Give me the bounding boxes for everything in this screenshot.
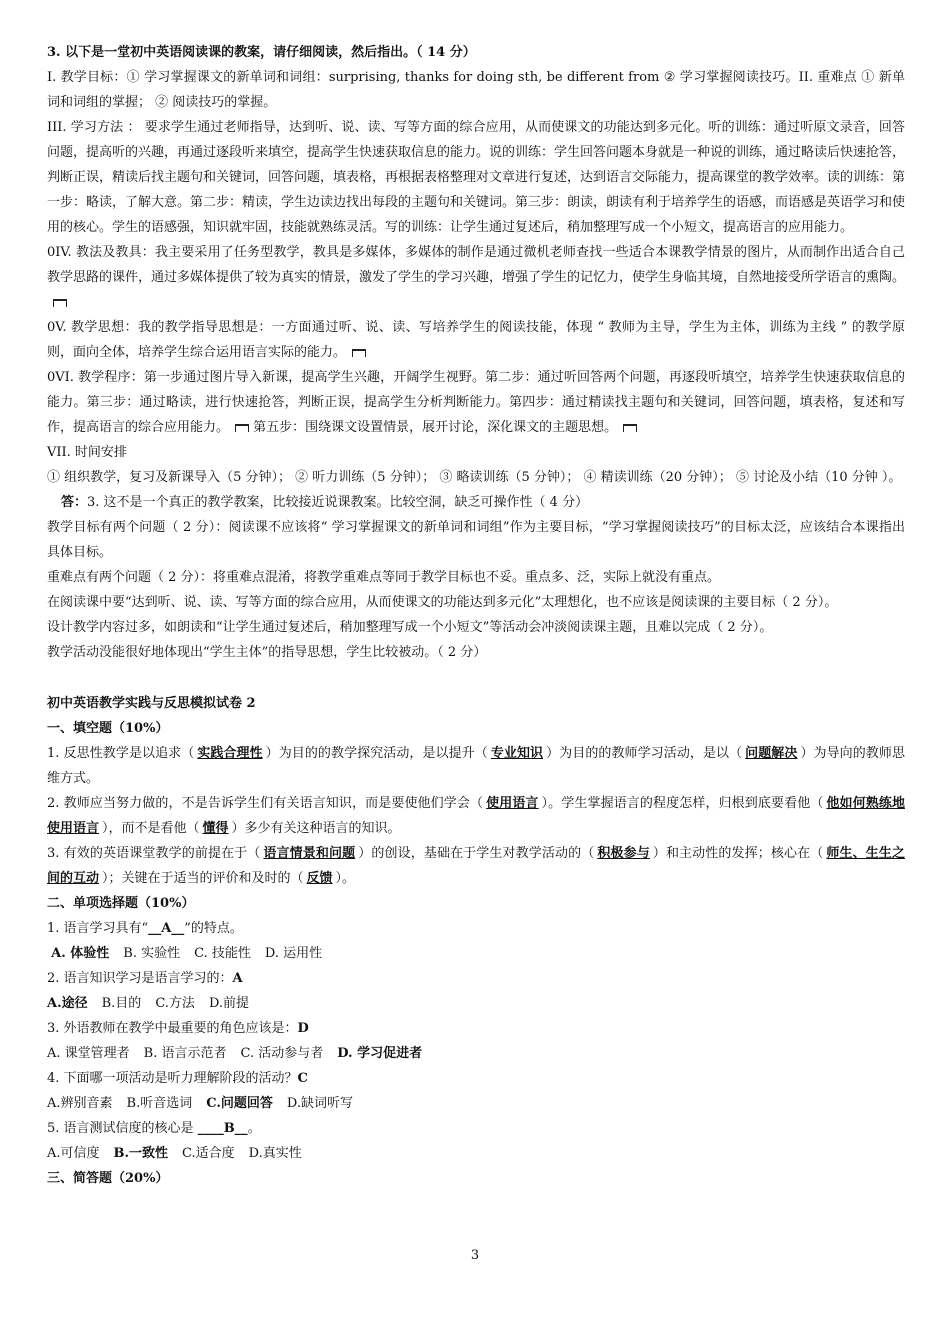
fill-question-1: 1. 反思性教学是以追求（ 实践合理性 ）为目的的教学探究活动，是以提升（ 专业知识 ）为目的的教师学习活动，是以（ 问题解决 ）为导向的教师思维方式。: [47, 746, 905, 786]
choice-options-3: A. 课堂管理者 B. 语言示范者 C. 活动参与者 D. 学习促进者: [47, 1046, 423, 1061]
bracket-mark-icon: [235, 424, 249, 432]
bracket-mark-icon: [53, 299, 67, 307]
choice-options-2: A.途径 B.目的 C.方法 D.前提: [47, 996, 250, 1011]
page-number: 3: [470, 1248, 480, 1263]
fill-question-3: 3. 有效的英语课堂教学的前提在于（ 语言情景和问题 ）的创设，基础在于学生对教学活动的（ 积极参与 ）和主动性的发挥；核心在（ 师生、生生之间的互动 ）；关键在于适当的评价和及时的（ 反馈 ）。: [47, 846, 905, 886]
teaching-procedure: 0VI. 教学程序：第一步通过图片导入新课，提高学生兴趣，开阔学生视野。第二步：通过听回答两个问题，再逐段听填空，培养学生快速获取信息的能力。第三步：通过略读，进行快速抢答，判断正误，提高学生分析判断能力。第四步：通过精读找主题句和关键词，回答问题，填表格，复述和写作，提高语言的综合应用能力。 第五步：围绕课文设置情景，展开讨论，深化课文的主题思想。: [47, 370, 905, 435]
choice-options-5: A.可信度 B.一致性 C.适合度 D.真实性: [47, 1146, 302, 1161]
methods-and-tools: 0IV. 教法及教具：我主要采用了任务型教学，教具是多媒体，多媒体的制作是通过微机老师查找一些适合本课教学情景的图片，从而制作出适合自己教学思路的课件，通过多媒体提供了较为真实的情景，激发了学生的学习兴趣，增强了学生的记忆力，使学生身临其境，自然地接受所学语言的熏陶。: [47, 240, 905, 315]
choice-question-2: 2. 语言知识学习是语言学习的：A: [47, 971, 243, 986]
teaching-objectives: I. 教学目标：① 学习掌握课文的新单词和词组：surprising, thanks for doing sth, be different from ② 学习掌握阅读技巧。II. 重难点 ① 新单词和词组的掌握； ② 阅读技巧的掌握。: [47, 70, 905, 110]
fill-question-2: 2. 教师应当努力做的，不是告诉学生们有关语言知识，而是要使他们学会（ 使用语言 ）。学生掌握语言的程度怎样，归根到底要看他（ 他如何熟练地使用语言 ），而不是看他（ 懂得 ）多少有关这种语言的知识。: [47, 796, 905, 836]
answer-intro: 答：3. 这不是一个真正的教学教案，比较接近说课教案。比较空洞，缺乏可操作性（ 4 分）: [61, 495, 589, 510]
section-short-answer: 三、简答题（20%）: [47, 1171, 169, 1186]
teaching-thought: 0V. 教学思想：我的教学指导思想是：一方面通过听、说、读、写培养学生的阅读技能，体现 “ 教师为主导，学生为主体，训练为主线 ” 的教学原则，面向全体，培养学生综合运用语言实际的能力。: [47, 320, 905, 360]
bracket-mark-icon: [623, 424, 637, 432]
time-arrangement: ① 组织教学，复习及新课导入（5 分钟）； ② 听力训练（5 分钟）； ③ 略读训练（5 分钟）； ④ 精读训练（20 分钟）； ⑤ 讨论及小结（10 分钟 ）。: [47, 470, 902, 485]
choice-question-4: 4. 下面哪一项活动是听力理解阶段的活动？C: [47, 1071, 308, 1086]
section-fill-blank: 一、填空题（10%）: [47, 721, 169, 736]
exam-title: 初中英语教学实践与反思模拟试卷 2: [47, 696, 256, 711]
answer-point-3: 在阅读课中要“达到听、说、读、写等方面的综合应用，从而使课文的功能达到多元化”太理想化，也不应该是阅读课的主要目标（ 2 分）。: [47, 595, 838, 610]
answer-point-2: 重难点有两个问题（ 2 分）：将重难点混淆，将教学重难点等同于教学目标也不妥。重点多、泛，实际上就没有重点。: [47, 570, 721, 585]
answer-label: 答：: [61, 495, 88, 510]
document-page: [47, 40, 905, 1191]
choice-options-1: A. 体验性 B. 实验性 C. 技能性 D. 运用性: [51, 946, 323, 961]
time-title: VII. 时间安排: [47, 445, 127, 460]
section-single-choice: 二、单项选择题（10%）: [47, 896, 195, 911]
answer-point-5: 教学活动没能很好地体现出“学生主体”的指导思想，学生比较被动。（ 2 分）: [47, 645, 487, 660]
answer-point-4: 设计教学内容过多，如朗读和“让学生通过复述后，稍加整理写成一个小短文”等活动会冲淡阅读课主题，且难以完成（ 2 分）。: [47, 620, 773, 635]
choice-question-3: 3. 外语教师在教学中最重要的角色应该是：D: [47, 1021, 309, 1036]
choice-question-1: 1. 语言学习具有“__A__”的特点。: [47, 921, 243, 936]
choice-question-5: 5. 语言测试信度的核心是 ____B__。: [47, 1121, 261, 1136]
learning-methods: III. 学习方法 ： 要求学生通过老师指导，达到听、说、读、写等方面的综合应用，从而使课文的功能达到多元化。听的训练：通过听原文录音，回答问题，提高听的兴趣，再通过逐段听来填空，提高学生快速获取信息的能力。说的训练：学生回答问题本身就是一种说的训练，通过略读后快速抢答，判断正误，精读后找主题句和关键词，回答问题，填表格，再根据表格整理对文章进行复述，达到语言交际能力，提高课堂的教学效率。读的训练：第一步：略读，了解大意。第二步：精读，学生边读边找出每段的主题句和关键词。第三步：朗读，朗读有利于培养学生的语感，而语感是英语学习和使用的核心。学生的语感强，知识就牢固，技能就熟练灵活。写的训练：让学生通过复述后，稍加整理写成一个小短文，提高语言的应用能力。: [47, 120, 906, 235]
choice-options-4: A.辨别音素 B.听音选词 C.问题回答 D.缺词听写: [47, 1096, 353, 1111]
bracket-mark-icon: [352, 349, 366, 357]
spacer: [47, 665, 905, 691]
question-3-title: 3. 以下是一堂初中英语阅读课的教案，请仔细阅读，然后指出。（ 14 分）: [47, 45, 476, 60]
answer-point-1: 教学目标有两个问题（ 2 分）：阅读课不应该将“ 学习掌握课文的新单词和词组”作为主要目标，“学习掌握阅读技巧”的目标太泛，应该结合本课指出具体目标。: [47, 520, 905, 560]
